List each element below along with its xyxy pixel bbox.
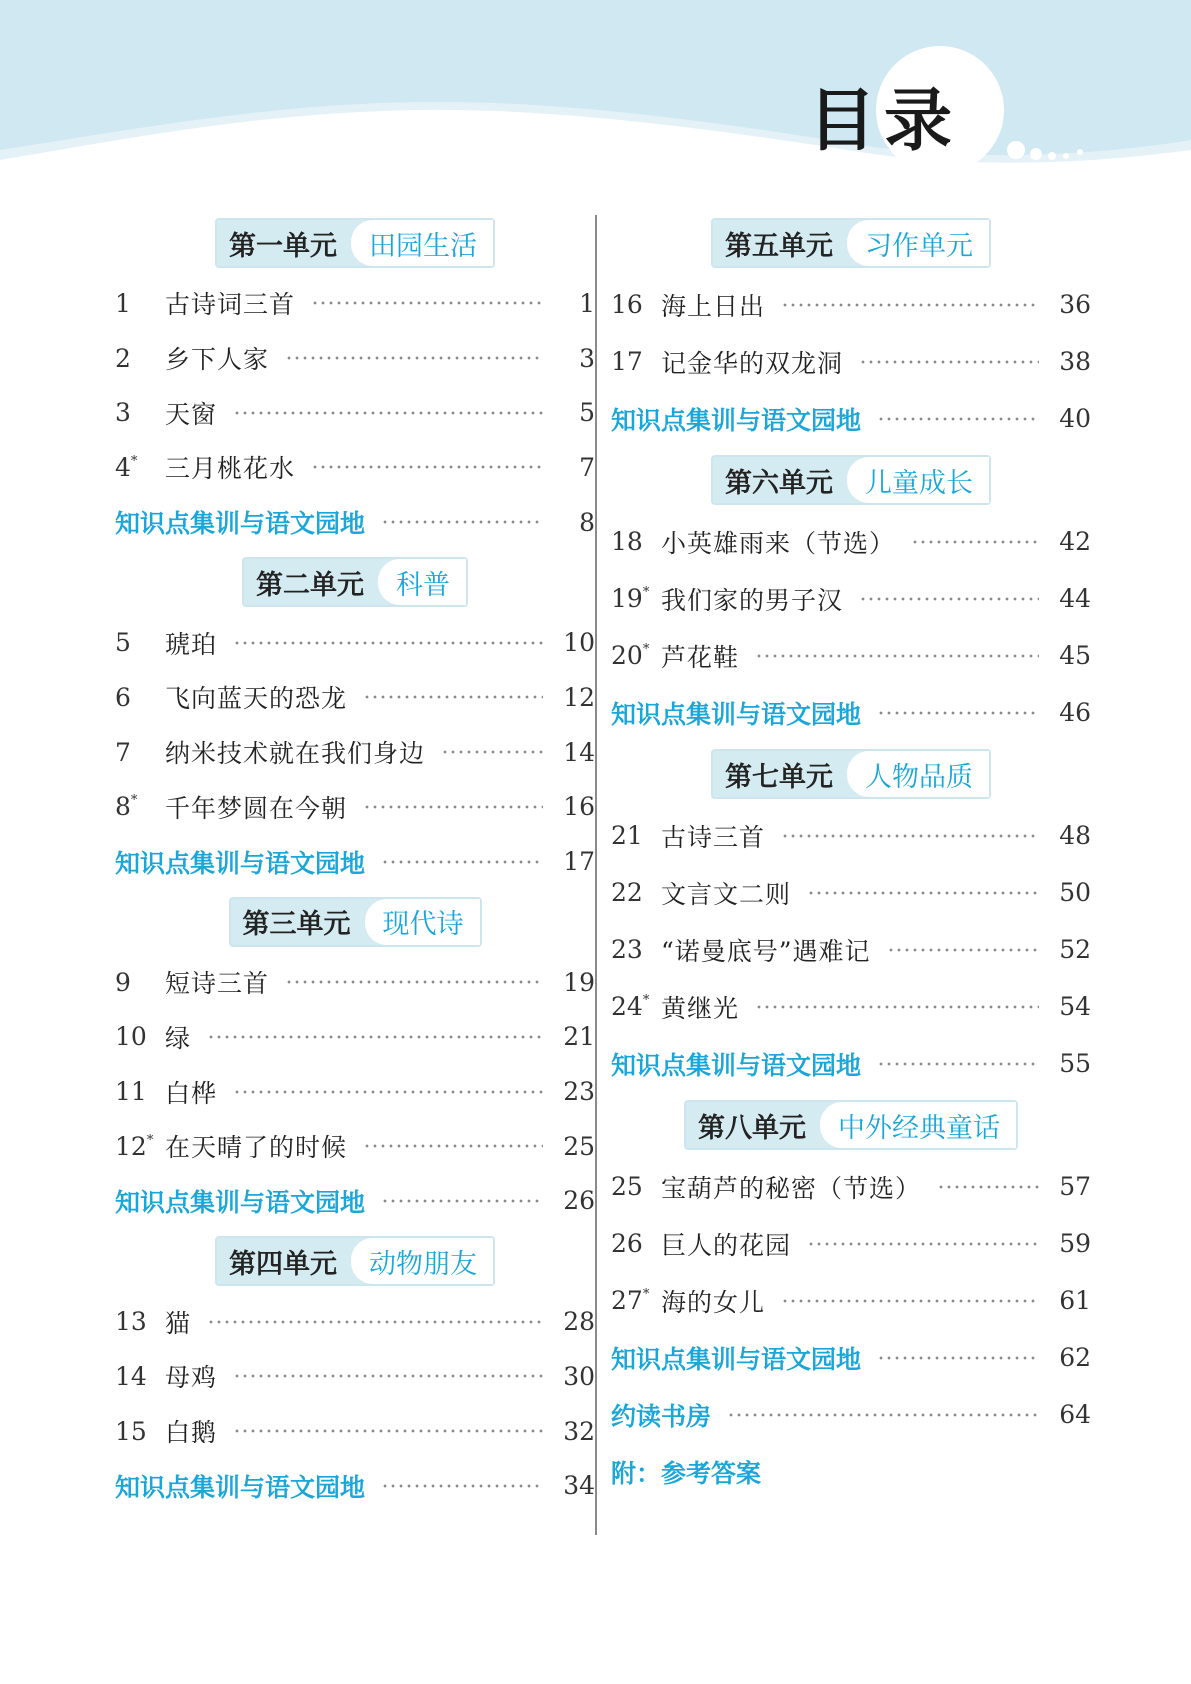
page-number: 3 [579,343,595,373]
page-number: 36 [1059,290,1091,319]
lesson-number-value: 2 [115,343,131,373]
unit-heading-row [115,549,595,615]
optional-lesson-star: * [130,453,138,469]
toc-entry[interactable] [115,725,595,780]
lesson-number [115,453,165,482]
dot-leader [207,1320,543,1324]
lesson-number [611,1229,661,1258]
toc-entry[interactable] [115,1294,595,1349]
entry-title: 琥珀 [165,629,218,659]
toc-entry[interactable] [611,513,1091,570]
dot-leader [727,1413,1039,1417]
unit-name: 第七单元 [725,761,833,793]
lesson-number-value: 8 [115,792,131,822]
page-number: 50 [1059,878,1091,907]
page-number: 55 [1059,1049,1091,1078]
toc-entry[interactable] [611,921,1091,978]
toc-left-column [115,210,595,1513]
entry-title: 知识点集训与语文园地 [611,405,862,435]
unit-heading [215,1236,495,1286]
lesson-number-value: 25 [611,1172,643,1201]
unit-heading-row [115,1228,595,1294]
dot-leader [877,1356,1039,1360]
entry-title: 短诗三首 [165,969,270,999]
unit-heading-row [115,889,595,955]
unit-name: 第五单元 [725,230,833,262]
dot-leader [911,540,1039,544]
lesson-number [115,1362,165,1391]
dot-leader [755,654,1039,658]
dot-leader [381,860,543,864]
lesson-number [611,641,661,670]
dot-leader [285,356,543,360]
entry-title: 约读书房 [611,1401,712,1431]
unit-heading-row [611,741,1091,807]
lesson-number-value: 14 [115,1361,147,1391]
lesson-number [611,527,661,556]
lesson-number [611,935,661,964]
entry-title: 知识点集训与语文园地 [115,509,366,539]
dot-leader [887,948,1039,952]
toc-section-link[interactable] [611,1035,1091,1092]
entry-title: 小英雄雨来（节选） [661,528,896,558]
lesson-number [611,878,661,907]
toc-section-link[interactable] [115,1458,595,1513]
toc-entry[interactable] [115,670,595,725]
page-number: 21 [563,1022,595,1052]
page-number: 52 [1059,935,1091,964]
page-number: 46 [1059,698,1091,727]
toc-entry[interactable] [115,1404,595,1459]
dot-leader [441,750,543,754]
toc-section-link[interactable] [611,1443,1091,1500]
dot-leader [937,1185,1039,1189]
entry-title: 海的女儿 [661,1287,766,1317]
page-number: 17 [563,847,595,877]
entry-title: 知识点集训与语文园地 [611,1050,862,1080]
toc-section-link[interactable] [611,1329,1091,1386]
entry-title: 古诗三首 [661,822,766,852]
unit-theme: 田园生活 [351,220,493,266]
entry-title: 海上日出 [661,291,766,321]
dot-leader [233,1090,543,1094]
unit-theme: 科普 [378,559,466,605]
page-number: 40 [1059,404,1091,433]
unit-theme: 儿童成长 [847,457,989,503]
dot-leader [807,1242,1039,1246]
optional-lesson-star: * [146,1132,154,1148]
page-number: 32 [563,1416,595,1446]
toc-entry[interactable] [611,864,1091,921]
dot-leader [877,1062,1039,1066]
toc-entry[interactable] [115,331,595,386]
lesson-number-value: 26 [611,1229,643,1258]
toc-entry[interactable] [115,1064,595,1119]
lesson-number [115,289,165,318]
lesson-number [611,992,661,1021]
unit-theme: 现代诗 [365,899,480,945]
dot-leader [207,1035,543,1039]
entry-title: “诺曼底号”遇难记 [661,936,871,966]
unit-heading [684,1100,1018,1150]
entry-title: 古诗词三首 [165,290,296,320]
dot-leader [233,1374,543,1378]
optional-lesson-star: * [130,793,138,809]
lesson-number [115,738,165,767]
entry-title: 知识点集训与语文园地 [115,1472,366,1502]
toc-entry[interactable] [115,955,595,1010]
toc-section-link[interactable] [611,390,1091,447]
toc-entry[interactable] [115,385,595,440]
lesson-number [115,344,165,373]
page-number: 12 [563,682,595,712]
lesson-number-value: 12 [115,1131,147,1161]
dot-leader [363,695,543,699]
toc-entry[interactable] [611,1215,1091,1272]
lesson-number-value: 1 [115,288,131,318]
page-number: 19 [563,967,595,997]
lesson-number-value: 19 [611,584,643,613]
toc-entry[interactable] [115,615,595,670]
lesson-number-value: 9 [115,967,131,997]
page-number: 59 [1059,1229,1091,1258]
entry-title: 白桦 [165,1078,218,1108]
lesson-number-value: 13 [115,1307,147,1337]
lesson-number-value: 16 [611,290,643,319]
entry-title: 三月桃花水 [165,454,296,484]
entry-title: 宝葫芦的秘密（节选） [661,1173,922,1203]
entry-title: 纳米技术就在我们身边 [165,739,426,769]
lesson-number [115,1307,165,1336]
dot-leader [859,597,1039,601]
entry-title: 记金华的双龙洞 [661,348,844,378]
toc-entry[interactable] [611,276,1091,333]
page-title: 目录 [808,82,961,161]
dot-leader [807,891,1039,895]
page-number: 42 [1059,527,1091,556]
header-wave [0,0,1191,210]
unit-heading-row [611,447,1091,513]
lesson-number [115,1077,165,1106]
lesson-number [115,792,165,821]
unit-name: 第六单元 [725,467,833,499]
entry-title: 文言文二则 [661,879,792,909]
dot-leader [877,417,1039,421]
toc-entry[interactable] [611,570,1091,627]
entry-title: 巨人的花园 [661,1230,792,1260]
unit-theme: 中外经典童话 [820,1102,1016,1148]
unit-heading [215,218,495,268]
dot-leader [755,1005,1039,1009]
entry-title: 飞向蓝天的恐龙 [165,684,348,714]
entry-title: 天窗 [165,399,218,429]
dot-leader [363,1144,543,1148]
column-divider [595,215,597,1535]
lesson-number [611,821,661,850]
entry-title: 芦花鞋 [661,642,740,672]
entry-title: 白鹅 [165,1418,218,1448]
toc-entry[interactable] [611,333,1091,390]
page-number: 26 [563,1186,595,1216]
dot-leader [781,303,1039,307]
lesson-number [611,290,661,319]
lesson-number [115,1132,165,1161]
toc-entry[interactable] [115,1010,595,1065]
page-number: 28 [563,1307,595,1337]
unit-name: 第二单元 [256,569,364,601]
entry-title: 乡下人家 [165,345,270,375]
page-number: 48 [1059,821,1091,850]
unit-name: 第八单元 [698,1112,806,1144]
entry-title: 知识点集训与语文园地 [611,699,862,729]
dot-leader [233,411,543,415]
unit-heading-row [611,210,1091,276]
lesson-number [115,628,165,657]
unit-heading [711,218,991,268]
page-number: 30 [563,1361,595,1391]
lesson-number [611,1172,661,1201]
toc-section-link[interactable] [115,495,595,550]
lesson-number-value: 18 [611,527,643,556]
page-number: 23 [563,1077,595,1107]
unit-theme: 习作单元 [847,220,989,266]
unit-name: 第三单元 [242,909,351,941]
entry-title: 附：参考答案 [611,1458,762,1488]
dot-leader [781,834,1039,838]
dot-leader [311,465,543,469]
page-number: 62 [1059,1343,1091,1372]
toc-section-link[interactable] [115,1174,595,1229]
toc-entry[interactable] [611,807,1091,864]
lesson-number-value: 22 [611,878,643,907]
toc-section-link[interactable] [611,684,1091,741]
dot-leader [381,1484,543,1488]
lesson-number-value: 10 [115,1022,147,1052]
page-number: 34 [563,1471,595,1501]
lesson-number-value: 4 [115,452,131,482]
toc-entry[interactable] [115,1349,595,1404]
page-number: 61 [1059,1286,1091,1315]
lesson-number-value: 5 [115,628,131,658]
unit-heading [711,749,991,799]
toc-entry[interactable] [115,1119,595,1174]
unit-heading [242,557,468,607]
lesson-number [115,683,165,712]
page-number: 8 [579,507,595,537]
lesson-number [115,398,165,427]
unit-theme: 人物品质 [847,751,989,797]
unit-heading-row [115,210,595,276]
optional-lesson-star: * [642,585,650,600]
page-number: 10 [563,628,595,658]
unit-heading-row [611,1092,1091,1158]
toc-entry[interactable] [611,1272,1091,1329]
toc-entry[interactable] [611,978,1091,1035]
lesson-number-value: 11 [115,1077,147,1107]
page-number: 7 [579,452,595,482]
dot-leader [233,641,543,645]
dot-leader [233,1429,543,1433]
entry-title: 黄继光 [661,993,740,1023]
dot-leader [381,520,543,524]
lesson-number-value: 27 [611,1286,643,1315]
dot-leader [859,360,1039,364]
lesson-number-value: 17 [611,347,643,376]
toc-entry[interactable] [115,780,595,835]
toc-entry[interactable] [611,1158,1091,1215]
toc-entry[interactable] [611,627,1091,684]
lesson-number-value: 7 [115,737,131,767]
optional-lesson-star: * [642,642,650,657]
unit-heading [229,897,482,947]
page-number: 14 [563,737,595,767]
lesson-number [115,968,165,997]
dot-leader [381,1199,543,1203]
dot-leader [285,980,543,984]
lesson-number [115,1022,165,1051]
unit-theme: 动物朋友 [351,1238,493,1284]
dot-leader [363,805,543,809]
entry-title: 猫 [165,1308,192,1338]
page-number: 1 [579,288,595,318]
lesson-number [611,1286,661,1315]
lesson-number [115,1417,165,1446]
entry-title: 知识点集训与语文园地 [115,1187,366,1217]
unit-name: 第四单元 [229,1248,337,1280]
lesson-number-value: 21 [611,821,643,850]
toc-entry[interactable] [115,276,595,331]
page-number: 64 [1059,1400,1091,1429]
lesson-number [611,347,661,376]
toc-section-link[interactable] [115,834,595,889]
page-number: 44 [1059,584,1091,613]
entry-title: 在天晴了的时候 [165,1133,348,1163]
entry-title: 绿 [165,1023,192,1053]
lesson-number-value: 24 [611,992,643,1021]
toc-right-column [611,210,1091,1500]
page-number: 54 [1059,992,1091,1021]
page-number: 16 [563,792,595,822]
lesson-number-value: 6 [115,682,131,712]
dot-leader [781,1299,1039,1303]
unit-heading [711,455,991,505]
optional-lesson-star: * [642,1287,650,1302]
lesson-number-value: 15 [115,1416,147,1446]
dot-leader [311,301,543,305]
lesson-number [611,584,661,613]
page-number: 38 [1059,347,1091,376]
toc-section-link[interactable] [611,1386,1091,1443]
entry-title: 我们家的男子汉 [661,585,844,615]
lesson-number-value: 20 [611,641,643,670]
entry-title: 知识点集训与语文园地 [115,848,366,878]
entry-title: 母鸡 [165,1363,218,1393]
lesson-number-value: 23 [611,935,643,964]
page-number: 45 [1059,641,1091,670]
entry-title: 知识点集训与语文园地 [611,1344,862,1374]
lesson-number-value: 3 [115,398,131,428]
optional-lesson-star: * [642,993,650,1008]
page-number: 25 [563,1131,595,1161]
toc-entry[interactable] [115,440,595,495]
entry-title: 千年梦圆在今朝 [165,793,348,823]
page-number: 57 [1059,1172,1091,1201]
page-number: 5 [579,398,595,428]
unit-name: 第一单元 [229,230,337,262]
dot-leader [877,711,1039,715]
